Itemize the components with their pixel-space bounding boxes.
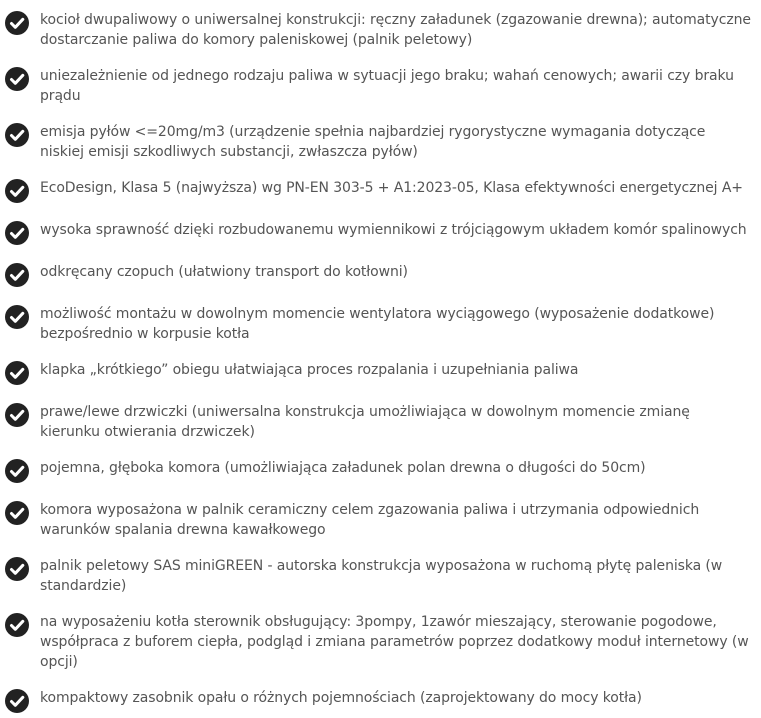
- list-item: [0, 684, 761, 718]
- check-circle-icon: [5, 305, 29, 329]
- check-circle-icon: [5, 689, 29, 713]
- list-item: [0, 216, 761, 250]
- feature-text: pojemna, głęboka komora (umożliwiająca załadunek polan drewna o długości do 50cm): [40, 460, 646, 476]
- feature-text: kocioł dwupaliwowy o uniwersalnej konstrukcji: ręczny załadunek (zgazowanie drewna); automatyczne dostarczanie paliwa do komory paleniskowej (palnik peletowy): [40, 12, 751, 48]
- feature-text: możliwość montażu w dowolnym momencie wentylatora wyciągowego (wyposażenie dodatkowe) bezpośrednio w korpusie kotła: [40, 306, 715, 342]
- list-item: [0, 552, 761, 600]
- check-circle-icon: [5, 557, 29, 581]
- feature-text: palnik peletowy SAS miniGREEN - autorska konstrukcja wyposażona w ruchomą płytę paleniska (w standardzie): [40, 558, 723, 594]
- feature-text: EcoDesign, Klasa 5 (najwyższa) wg PN-EN 303-5 + A1:2023-05, Klasa efektywności energetycznej A+: [40, 180, 743, 196]
- check-circle-icon: [5, 459, 29, 483]
- list-item: [0, 300, 761, 348]
- list-item: [0, 454, 761, 488]
- feature-text: klapka „krótkiego” obiegu ułatwiająca proces rozpalania i uzupełniania paliwa: [40, 362, 579, 378]
- check-circle-icon: [5, 11, 29, 35]
- check-circle-icon: [5, 123, 29, 147]
- check-circle-icon: [5, 613, 29, 637]
- check-circle-icon: [5, 221, 29, 245]
- feature-text: uniezależnienie od jednego rodzaju paliwa w sytuacji jego braku; wahań cenowych; awarii czy braku prądu: [40, 68, 734, 104]
- list-item: [0, 258, 761, 292]
- feature-text: na wyposażeniu kotła sterownik obsługujący: 3pompy, 1zawór mieszający, sterowanie pogodowe, współpraca z buforem ciepła, podgląd i zmiana parametrów poprzez dodatkowy moduł internetowy (w opcji): [40, 614, 749, 670]
- list-item: [0, 496, 761, 544]
- check-circle-icon: [5, 361, 29, 385]
- list-item: [0, 398, 761, 446]
- list-item: [0, 118, 761, 166]
- feature-text: komora wyposażona w palnik ceramiczny celem zgazowania paliwa i utrzymania odpowiednich warunków spalania drewna kawałkowego: [40, 502, 700, 538]
- check-circle-icon: [5, 403, 29, 427]
- feature-text: odkręcany czopuch (ułatwiony transport do kotłowni): [40, 264, 408, 280]
- feature-text: wysoka sprawność dzięki rozbudowanemu wymiennikowi z trójciągowym układem komór spalinowych: [40, 222, 747, 238]
- list-item: [0, 6, 761, 54]
- check-circle-icon: [5, 67, 29, 91]
- list-item: [0, 62, 761, 110]
- check-circle-icon: [5, 179, 29, 203]
- list-item: [0, 608, 761, 676]
- feature-text: kompaktowy zasobnik opału o różnych pojemnościach (zaprojektowany do mocy kotła): [40, 690, 642, 706]
- check-circle-icon: [5, 501, 29, 525]
- list-item: [0, 356, 761, 390]
- list-item: [0, 174, 761, 208]
- feature-text: emisja pyłów <=20mg/m3 (urządzenie spełnia najbardziej rygorystyczne wymagania dotyczące niskiej emisji szkodliwych substancji, zwłaszcza pyłów): [40, 124, 706, 160]
- feature-text: prawe/lewe drzwiczki (uniwersalna konstrukcja umożliwiająca w dowolnym momencie zmianę kierunku otwierania drzwiczek): [40, 404, 690, 440]
- check-circle-icon: [5, 263, 29, 287]
